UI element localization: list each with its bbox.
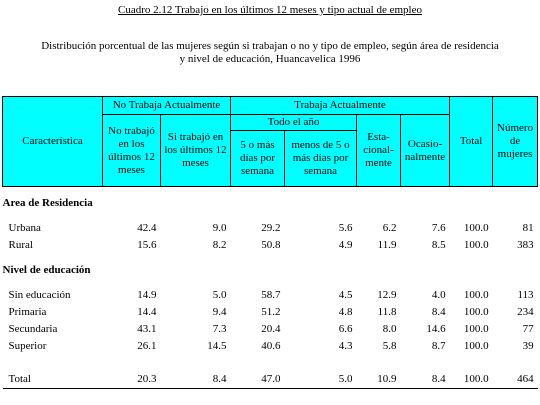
section-heading: Area de Residencia	[2, 197, 93, 209]
table-cell: 6.6	[338, 323, 353, 335]
spacer-row	[3, 187, 538, 196]
table-cell: 5.0	[212, 289, 227, 301]
header-todo-el-anio: Todo el año	[231, 115, 357, 131]
table-cell: 100.0	[463, 239, 489, 251]
table-cell: 50.8	[261, 239, 281, 251]
table-cell: 5.6	[338, 222, 353, 234]
table-cell: 4.0	[431, 289, 446, 301]
header-si-trabajo-12: Si trabajó en los últimos 12 meses	[161, 115, 231, 187]
table-row	[3, 338, 538, 355]
table-cell: 15.6	[137, 239, 157, 251]
table-cell: 47.0	[231, 371, 285, 389]
table-body	[3, 187, 538, 389]
table-cell: 5.0	[285, 371, 357, 389]
table-cell: 100.0	[450, 371, 493, 389]
table-cell: 11.8	[377, 306, 397, 318]
table-cell: 6.2	[382, 222, 397, 234]
table-cell: 51.2	[261, 306, 281, 318]
table-cell: 100.0	[463, 306, 489, 318]
table-cell: 14.5	[207, 340, 227, 352]
table-cell: 26.1	[137, 340, 157, 352]
table-cell: 100.0	[463, 289, 489, 301]
spacer-row	[3, 355, 538, 363]
table-cell: 4.8	[338, 306, 353, 318]
spacer-row	[3, 254, 538, 262]
spacer-row	[3, 212, 538, 220]
table-cell: 14.9	[137, 289, 157, 301]
header-menos-de-5: menos de 5 o más días por semana	[285, 131, 357, 187]
table-cell: 4.9	[338, 239, 353, 251]
table-cell: 9.4	[212, 306, 227, 318]
header-estacionalmente: Esta- cional- mente	[357, 115, 401, 187]
table-cell: 464	[493, 371, 538, 389]
table-cell: 100.0	[463, 222, 489, 234]
table-cell: 4.5	[338, 289, 353, 301]
table-cell: 10.9	[357, 371, 401, 389]
table-cell: 9.0	[212, 222, 227, 234]
header-caracteristica: Característica	[3, 97, 103, 187]
table-cell: 7.6	[431, 222, 446, 234]
table-row	[3, 321, 538, 338]
table-cell: 100.0	[463, 340, 489, 352]
table-cell: 7.3	[212, 323, 227, 335]
subtitle-line-2: y nivel de educación, Huancavelica 1996	[179, 53, 361, 65]
table-cell: 100.0	[463, 323, 489, 335]
header-cinco-o-mas: 5 o más días por semana	[231, 131, 285, 187]
header-no-trabajo-12: No trabajó en los últimos 12 meses	[103, 115, 161, 187]
table-cell: 8.4	[431, 306, 446, 318]
table-cell: 43.1	[137, 323, 157, 335]
row-label: Sin educación	[8, 289, 71, 301]
table-row	[3, 220, 538, 237]
total-row	[3, 371, 538, 389]
table-cell: 77	[522, 323, 534, 335]
table-cell: 14.6	[426, 323, 446, 335]
table-cell: 8.5	[431, 239, 446, 251]
data-table	[2, 96, 538, 389]
row-label: Urbana	[8, 222, 41, 234]
table-row	[3, 237, 538, 254]
table-cell: 40.6	[261, 340, 281, 352]
table-cell: 5.8	[382, 340, 397, 352]
row-label: Superior	[8, 340, 47, 352]
row-label: Total	[3, 371, 103, 389]
table-cell: 8.2	[212, 239, 227, 251]
section-row	[3, 195, 538, 212]
table-cell: 39	[522, 340, 534, 352]
table-header	[3, 97, 538, 187]
table-cell: 29.2	[261, 222, 281, 234]
header-total: Total	[450, 97, 493, 187]
section-heading: Nivel de educación	[2, 264, 91, 276]
table-cell: 14.4	[137, 306, 157, 318]
table-cell: 8.7	[431, 340, 446, 352]
row-label: Rural	[8, 239, 33, 251]
table-cell: 234	[517, 306, 534, 318]
table-cell: 58.7	[261, 289, 281, 301]
spacer-row	[3, 279, 538, 287]
row-label: Secundaria	[8, 323, 58, 335]
table-row	[3, 287, 538, 304]
table-cell: 4.3	[338, 340, 353, 352]
table-cell: 20.3	[103, 371, 161, 389]
header-no-trabaja: No Trabaja Actualmente	[103, 97, 231, 115]
table-cell: 11.9	[377, 239, 397, 251]
table-cell: 81	[522, 222, 534, 234]
table-row	[3, 304, 538, 321]
subtitle-line-1: Distribución porcentual de las mujeres según si trabajan o no y tipo de empleo, según área de residencia	[41, 40, 499, 52]
table-cell: 8.4	[161, 371, 231, 389]
table-cell: 383	[517, 239, 534, 251]
header-numero-mujeres: Número de mujeres	[493, 97, 538, 187]
header-trabaja: Trabaja Actualmente	[231, 97, 450, 115]
table-cell: 8.4	[401, 371, 450, 389]
table-cell: 42.4	[137, 222, 157, 234]
header-ocasionalmente: Ocasio- nalmente	[401, 115, 450, 187]
table-title: Cuadro 2.12 Trabajo en los últimos 12 meses y tipo actual de empleo	[118, 4, 422, 16]
section-row	[3, 262, 538, 279]
table-cell: 20.4	[261, 323, 281, 335]
table-cell: 12.9	[377, 289, 397, 301]
spacer-row	[3, 363, 538, 371]
row-label: Primaria	[8, 306, 47, 318]
table-subtitle	[0, 40, 540, 66]
table-cell: 8.0	[382, 323, 397, 335]
table-cell: 113	[517, 289, 534, 301]
